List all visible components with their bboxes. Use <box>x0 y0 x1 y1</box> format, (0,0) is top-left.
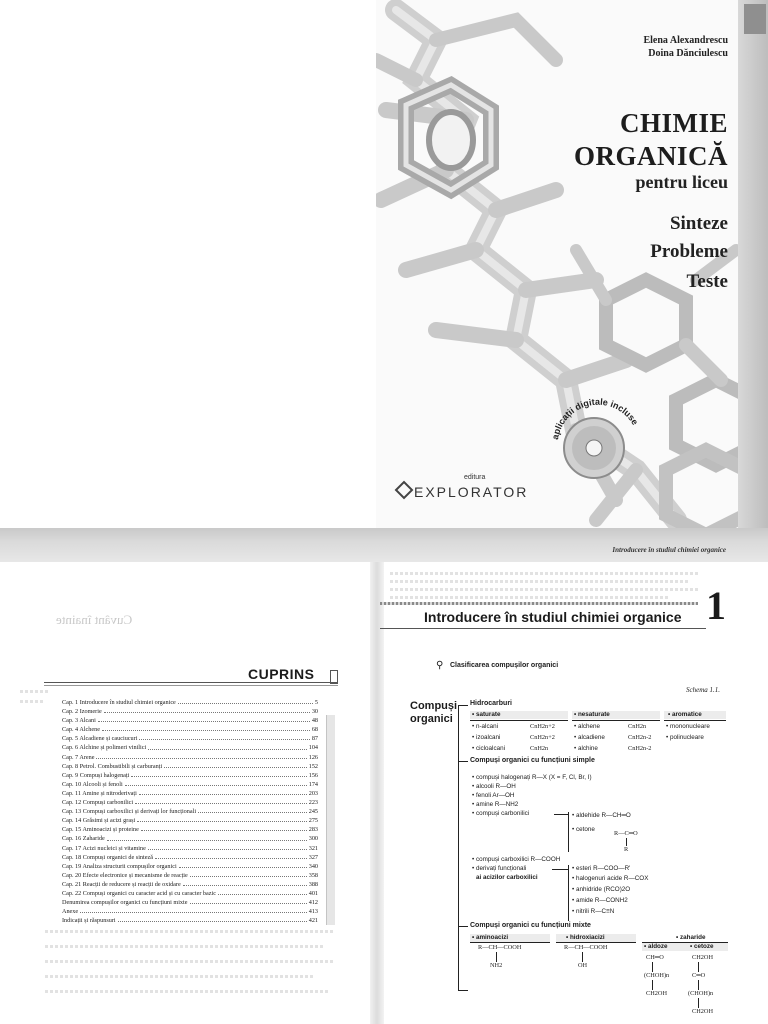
bond <box>698 998 699 1008</box>
toc-entry-label: Anexe <box>62 908 79 916</box>
bond <box>698 962 699 972</box>
class-item: ai acizilor carboxilici <box>476 874 538 881</box>
divider <box>470 720 568 721</box>
toc-entry-page: 340 <box>308 862 318 870</box>
carbonyl-item: • cetone <box>572 826 595 833</box>
toc-entry-label: Cap. 4 Alchene <box>62 726 100 734</box>
bond <box>626 838 627 846</box>
toc-entry <box>62 816 318 825</box>
toc-entry-page: 48 <box>311 717 318 725</box>
dot-leader <box>96 753 306 759</box>
class-item: • fenoli Ar—OH <box>472 792 515 799</box>
dot-leader <box>102 725 310 731</box>
keyword-sinteze: Sinteze <box>669 213 728 234</box>
toc-entry-page: 203 <box>308 789 318 797</box>
carbonyl-item: • aldehide R—CH═O <box>572 812 631 819</box>
toc-entry-label: Cap. 3 Alcani <box>62 717 96 725</box>
toc-entry <box>62 698 318 707</box>
bond <box>652 962 653 972</box>
aldose-head: • aldoze <box>644 943 668 950</box>
toc-entry-label: Cap. 5 Alcadiene și cauciucuri <box>62 735 138 743</box>
dot-leader <box>190 898 307 904</box>
toc-entry <box>62 789 318 798</box>
toc-entry-page: 321 <box>308 844 318 852</box>
dot-leader <box>139 734 309 740</box>
row-label: • alchine <box>574 745 598 752</box>
row-label: • alcadiene <box>574 734 605 741</box>
aminoacid-head: • aminoacizi <box>472 934 509 941</box>
divider <box>556 942 636 943</box>
keyword-probleme: Probleme <box>650 241 728 262</box>
row-formula: CnH2n <box>530 745 549 752</box>
blank-page <box>0 0 376 530</box>
toc-entry <box>62 916 318 925</box>
dot-leader <box>118 916 307 922</box>
running-header: Introducere în studiul chimiei organice <box>612 546 726 554</box>
toc-entry-label: Cap. 6 Alchine și polimeri vinilici <box>62 744 147 752</box>
derivative-item: • anhidride (RCO)2O <box>572 886 631 893</box>
toc-entry-page: 30 <box>311 708 318 716</box>
dot-leader <box>137 816 307 822</box>
toc-entry <box>62 780 318 789</box>
root-label: Compuși organici <box>410 700 458 725</box>
toc-entry-page: 358 <box>308 871 318 879</box>
toc-entry-page: 87 <box>311 735 318 743</box>
toc-entry-page: 245 <box>308 808 318 816</box>
divider <box>380 628 706 629</box>
toc-entry <box>62 862 318 871</box>
author-2: Doina Dănciulescu <box>648 48 728 59</box>
toc-entry-label: Cap. 14 Grăsimi și acizi grași <box>62 817 136 825</box>
toc-entry-label: Cap. 8 Petrol. Combustibili și carburanți <box>62 762 163 770</box>
dot-leader <box>135 798 307 804</box>
toc-entry-page: 223 <box>308 799 318 807</box>
toc-entry-page: 104 <box>308 744 318 752</box>
bond <box>582 952 583 962</box>
dot-leader <box>80 907 307 913</box>
toc-entry-label: Cap. 15 Aminoacizi și proteine <box>62 826 139 834</box>
toc-entry-page: 174 <box>308 780 318 788</box>
molecule-illustration <box>376 0 738 528</box>
toc-entry-label: Cap. 1 Introducere în studiul chimiei organice <box>62 699 176 706</box>
row-label: • mononucleare <box>666 723 710 730</box>
toc-entry <box>62 834 318 843</box>
ketose-head: • cetoze <box>690 943 714 950</box>
row-formula: CnH2n+2 <box>530 734 555 741</box>
hydrocarbons-label: Hidrocarburi <box>470 700 513 707</box>
dot-leader <box>164 762 307 768</box>
row-formula: CnH2n+2 <box>530 723 555 730</box>
class-item: • compuși carboxilici R—COOH <box>472 856 561 863</box>
toc-entry-label: Cap. 13 Compuși carboxilici și derivați lor funcționali <box>62 808 197 816</box>
toc-entry-page: 68 <box>311 726 318 734</box>
toc-entry <box>62 825 318 834</box>
schema-label: Schema 1.1. <box>686 686 721 694</box>
bleed-through: Cuvânt înainte <box>56 612 133 627</box>
toc-entry <box>62 725 318 734</box>
toc-list <box>62 698 318 925</box>
dot-leader <box>148 844 307 850</box>
divider <box>470 942 550 943</box>
divider <box>572 720 660 721</box>
toc-entry <box>62 871 318 880</box>
toc-entry-page: 421 <box>308 917 318 925</box>
toc-entry-page: 412 <box>308 899 318 907</box>
row-label: • cicloalcani <box>472 745 506 752</box>
magnifier-icon: ⚲ <box>436 660 444 671</box>
book-fold <box>370 562 384 1024</box>
bond <box>652 980 653 990</box>
divider <box>380 602 698 605</box>
toc-entry-label: Denumirea compușilor organici cu funcțiuni mixte <box>62 899 188 907</box>
publisher-label: editura <box>464 474 486 481</box>
book-subtitle: pentru liceu <box>635 172 728 192</box>
toc-entry-label: Cap. 7 Arene <box>62 753 95 761</box>
bond <box>496 952 497 962</box>
chapter-number: 1 <box>706 583 726 628</box>
row-label: • alchene <box>574 723 601 730</box>
toc-entry <box>62 898 318 907</box>
dot-leader <box>218 889 307 895</box>
dot-leader <box>125 780 307 786</box>
aminoacid-formula: R—CH—COOH <box>478 944 522 951</box>
toc-entry-page: 327 <box>308 853 318 861</box>
toc-entry-page: 126 <box>308 753 318 761</box>
dot-leader <box>107 834 307 840</box>
ketose-formula: C═O <box>692 972 706 979</box>
dot-leader <box>179 862 307 868</box>
dot-leader <box>198 807 307 813</box>
divider <box>664 720 726 721</box>
arrow <box>554 814 568 815</box>
class-item: • derivați funcționali <box>472 865 527 872</box>
class-item: • alcooli R—OH <box>472 783 516 790</box>
author-1: Elena Alexandrescu <box>643 35 728 46</box>
row-formula: CnH2n-2 <box>628 734 652 741</box>
toc-entry-page: 401 <box>308 889 318 897</box>
book-cover <box>376 0 738 528</box>
toc-entry-page: 413 <box>308 908 318 916</box>
dot-leader <box>139 789 307 795</box>
arrow <box>458 990 468 991</box>
class-item: • amine R—NH2 <box>472 801 519 808</box>
toc-entry-page: 388 <box>308 880 318 888</box>
toc-entry-page: 283 <box>308 826 318 834</box>
dot-leader <box>148 743 307 749</box>
toc-entry-page: 5 <box>314 699 318 706</box>
toc-entry <box>62 762 318 771</box>
row-formula: CnH2n-2 <box>628 745 652 752</box>
hydroxyacid-formula: OH <box>578 962 588 969</box>
bracket-line <box>568 812 569 852</box>
book-title-line-1: CHIMIE <box>619 108 728 138</box>
toc-entry <box>62 853 318 862</box>
toc-entry <box>62 716 318 725</box>
scan-separator <box>0 528 768 562</box>
derivative-item: • halogenuri acide R—COX <box>572 875 649 882</box>
row-formula: CnH2n <box>628 723 647 730</box>
class-item: • compuși carbonilici <box>472 810 530 817</box>
saccharide-head: • zaharide <box>676 934 706 941</box>
arrow <box>458 926 468 927</box>
ketose-formula: CH2OH <box>692 1008 713 1015</box>
dot-leader <box>190 871 307 877</box>
section-title: Clasificarea compușilor organici <box>450 662 559 669</box>
aldose-formula: CH═O <box>646 954 664 961</box>
toc-entry <box>62 707 318 716</box>
arrow <box>458 705 468 706</box>
arrow <box>458 761 468 762</box>
hydroxyacid-head: • hidroxiacizi <box>566 934 605 941</box>
hydroxyacid-formula: R—CH—COOH <box>564 944 608 951</box>
chapter-title: Introducere în studiul chimiei organice <box>424 609 682 625</box>
publisher-icon <box>394 480 414 500</box>
toc-entry-page: 300 <box>308 835 318 843</box>
toc-entry <box>62 753 318 762</box>
aromatic-head: • aromatice <box>668 711 702 718</box>
ketose-formula: (CHOH)n <box>688 990 714 997</box>
row-label: • n-alcani <box>472 723 499 730</box>
ketose-formula: CH2OH <box>692 954 713 961</box>
ketone-formula: R <box>624 846 629 853</box>
toc-entry-label: Indicații și răspunsuri <box>62 917 116 925</box>
row-label: • izoalcani <box>472 734 501 741</box>
toc-entry-label: Cap. 9 Compuși halogenați <box>62 771 130 779</box>
toc-entry <box>62 907 318 916</box>
ketone-formula: R—C═O <box>614 830 638 837</box>
toc-entry-label: Cap. 12 Compuși carbonilici <box>62 799 134 807</box>
dot-leader <box>104 707 310 713</box>
derivative-item: • esteri R—COO—R' <box>572 865 631 872</box>
toc-entry <box>62 798 318 807</box>
class-item: • compuși halogenați R—X (X = F, Cl, Br, I) <box>472 774 592 781</box>
row-label: • polinucleare <box>666 734 704 741</box>
unsaturated-head: • nesaturate <box>574 711 610 718</box>
dot-leader <box>183 880 307 886</box>
arrow <box>552 869 568 870</box>
aminoacid-formula: NH2 <box>490 962 503 969</box>
toc-entry-label: Cap. 2 Izomerie <box>62 708 102 716</box>
book-title-line-2: ORGANICĂ <box>573 141 728 171</box>
dot-leader <box>98 716 310 722</box>
toc-entry <box>62 743 318 752</box>
toc-entry-label: Cap. 17 Acizi nucleici și vitamine <box>62 844 146 852</box>
toc-heading: CUPRINS <box>248 666 315 682</box>
toc-entry-label: Cap. 20 Efecte electronice și mecanisme de reacție <box>62 871 188 879</box>
toc-entry-label: Cap. 22 Compuși organici cu caracter acid și cu caracter bazic <box>62 889 216 897</box>
dot-leader <box>131 771 306 777</box>
dot-leader <box>155 853 307 859</box>
bracket-line <box>458 705 459 991</box>
toc-entry-label: Cap. 18 Compuși organici de sinteză <box>62 853 153 861</box>
dot-leader <box>178 698 313 704</box>
aldose-formula: (CHOH)n <box>644 972 670 979</box>
toc-entry-label: Cap. 19 Analiza structurii compușilor organici <box>62 862 177 870</box>
toc-entry <box>62 807 318 816</box>
dot-leader <box>141 825 307 831</box>
toc-entry <box>62 889 318 898</box>
derivative-item: • nitrili R—C≡N <box>572 908 615 915</box>
authors <box>643 34 728 60</box>
toc-entry-label: Cap. 10 Alcooli și fenoli <box>62 780 123 788</box>
keyword-teste: Teste <box>686 271 728 292</box>
toc-entry <box>62 880 318 889</box>
toc-entry <box>62 844 318 853</box>
aldose-formula: CH2OH <box>646 990 667 997</box>
badge-text: aplicații digitale incluse <box>550 396 641 441</box>
toc-entry-label: Cap. 21 Reacții de reducere și reacții de oxidare <box>62 880 181 888</box>
publisher-name: EXPLORATOR <box>414 484 529 500</box>
saturated-head: • saturate <box>472 711 501 718</box>
toc-entry-label: Cap. 16 Zaharide <box>62 835 105 843</box>
derivative-item: • amide R—CONH2 <box>572 897 628 904</box>
bracket-line <box>568 865 569 921</box>
simple-functions-label: Compuși organici cu funcțiuni simple <box>470 757 595 764</box>
toc-entry <box>62 734 318 743</box>
toc-entry-page: 152 <box>308 762 318 770</box>
bond <box>698 980 699 990</box>
toc-entry-page: 275 <box>308 817 318 825</box>
divider <box>44 682 338 683</box>
divider <box>44 685 338 686</box>
toc-entry-label: Cap. 11 Amine și nitroderivați <box>62 789 137 797</box>
margin-strip <box>326 715 335 925</box>
toc-entry-page: 156 <box>308 771 318 779</box>
page-edge <box>738 0 768 528</box>
toc-entry <box>62 771 318 780</box>
mixed-functions-label: Compuși organici cu funcțiuni mixte <box>470 922 591 929</box>
